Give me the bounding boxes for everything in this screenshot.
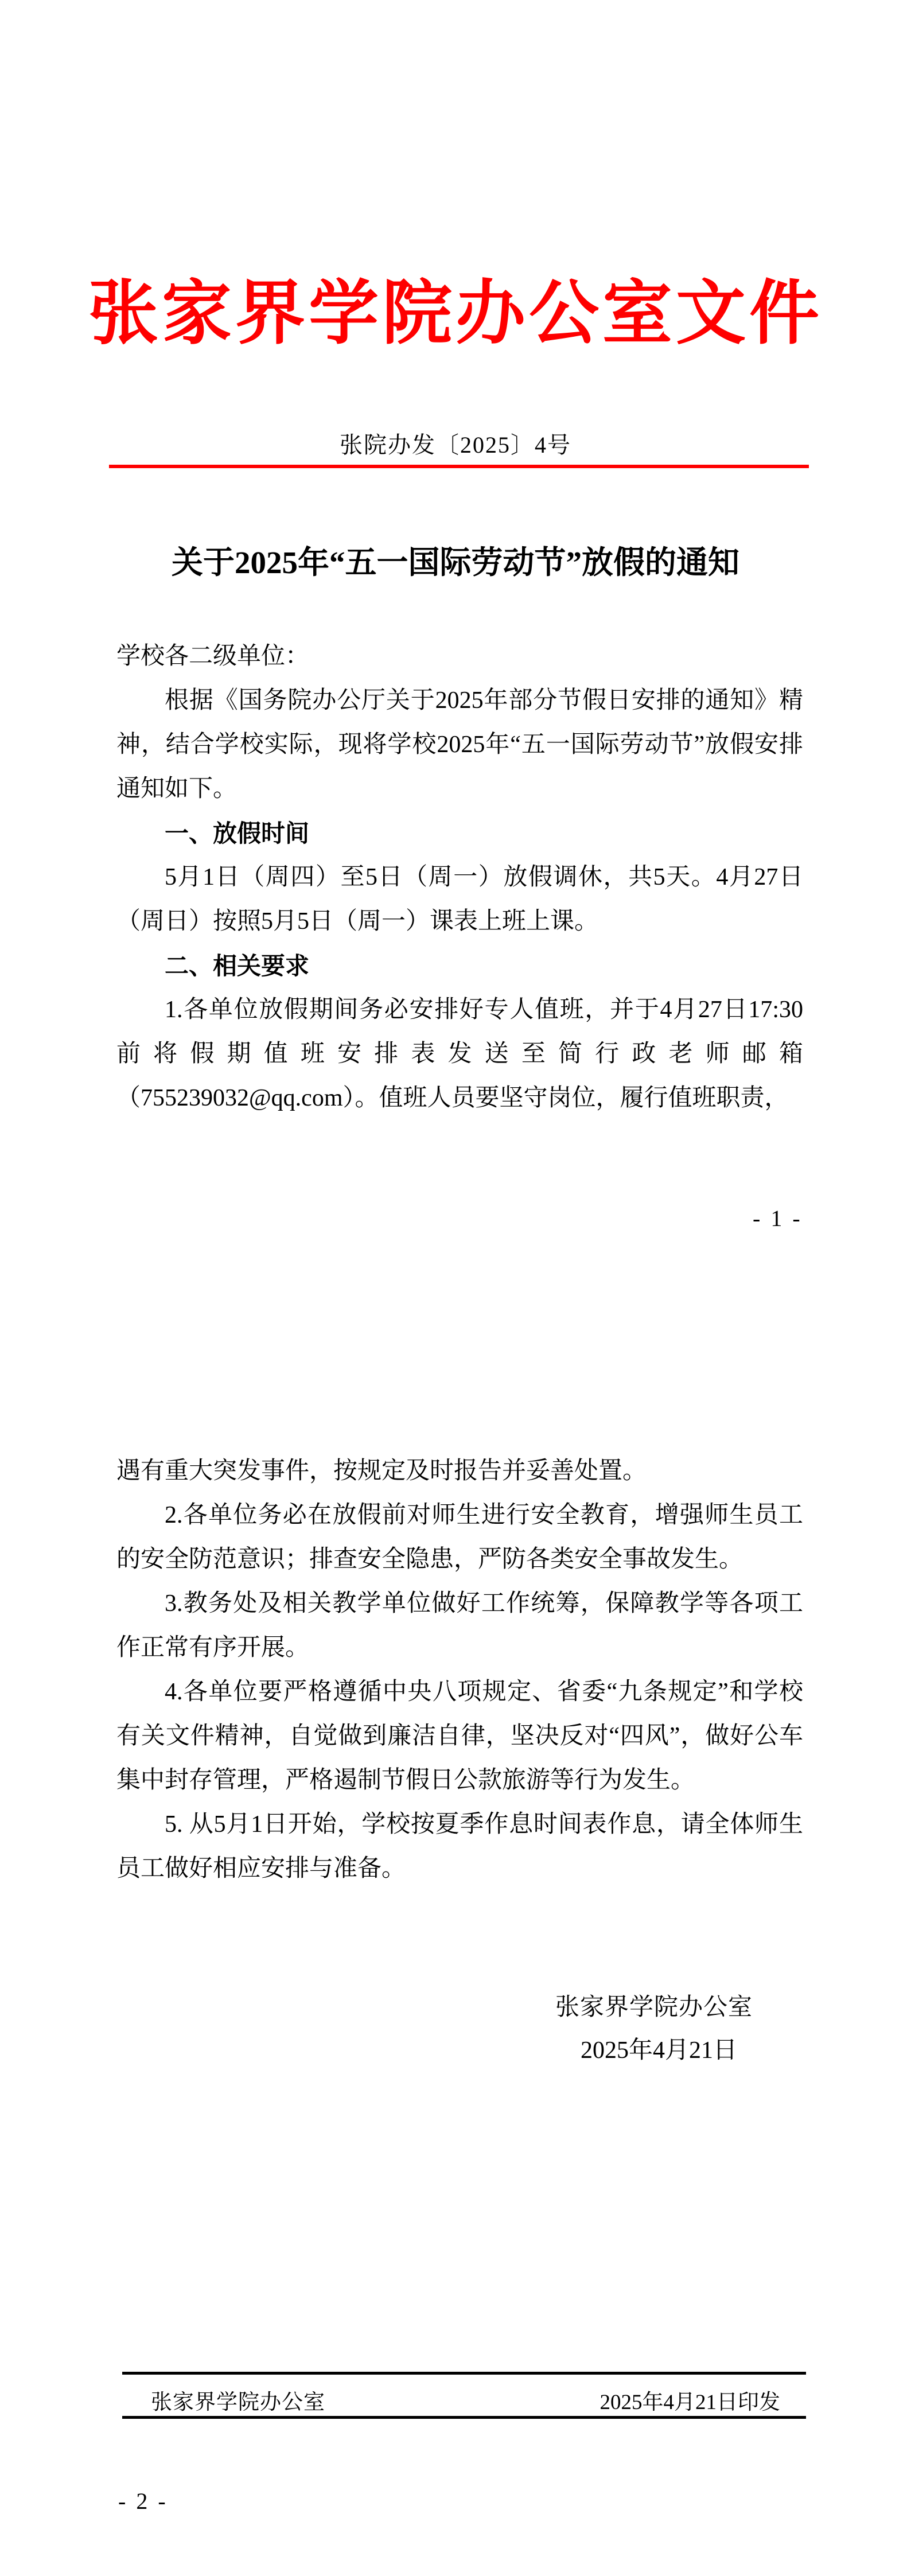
page1-body: [116, 635, 803, 1120]
doc-title: 关于2025年“五一国际劳动节”放假的通知: [171, 545, 739, 580]
requirement-item-1-continuation: 遇有重大突发事件，按规定及时报告并妥善处置。: [116, 1458, 647, 1484]
colophon-issuer: 张家界学院办公室: [151, 2391, 325, 2414]
doc-number: 张院办发〔2025〕4号: [340, 432, 571, 458]
page-number-2: - 2 -: [118, 2488, 168, 2514]
requirement-item-5: 5. 从5月1日开始，学校按夏季作息时间表作息，请全体师生员工做好相应安排与准备。: [116, 1811, 803, 1882]
page-number-1: - 1 -: [753, 1205, 803, 1231]
org-title-red-header: 张家界学院办公室文件: [88, 275, 823, 353]
requirement-item-4: 4.各单位要严格遵循中央八项规定、省委“九条规定”和学校有关文件精神，自觉做到廉洁自律，坚决反对“四风”，做好公车集中封存管理，严格遏制节假日公款旅游等行为发生。: [116, 1679, 803, 1793]
requirement-item-1: 1.各单位放假期间务必安排好专人值班，并于4月27日17:30前将假期值班安排表发送至简行政老师邮箱（755239032@qq.com）。值班人员要坚守岗位，履行值班职责，: [116, 997, 803, 1111]
intro-paragraph: 根据《国务院办公厅关于2025年部分节假日安排的通知》精神，结合学校实际，现将学校2025年“五一国际劳动节”放假安排通知如下。: [116, 687, 803, 802]
red-separator-rule: [109, 465, 809, 468]
page2-body: [116, 1449, 803, 1891]
signature-org: 张家界学院办公室: [555, 1994, 753, 2021]
holiday-time-paragraph: 5月1日（周四）至5日（周一）放假调休，共5天。4月27日（周日）按照5月5日（周一）课表上班上课。: [116, 864, 803, 935]
requirement-item-3: 3.教务处及相关教学单位做好工作统筹，保障教学等各项工作正常有序开展。: [116, 1590, 803, 1661]
section-heading-2: 二、相关要求: [165, 952, 310, 979]
colophon-print-date: 2025年4月21日印发: [599, 2391, 780, 2414]
signature-date: 2025年4月21日: [580, 2037, 737, 2064]
colophon-top-rule: [122, 2372, 806, 2375]
salutation-line: 学校各二级单位：: [116, 643, 310, 670]
requirement-item-2: 2.各单位务必在放假前对师生进行安全教育，增强师生员工的安全防范意识；排查安全隐患，严防各类安全事故发生。: [116, 1502, 803, 1573]
section-heading-1: 一、放假时间: [165, 820, 310, 847]
colophon-bottom-rule: [122, 2416, 806, 2419]
